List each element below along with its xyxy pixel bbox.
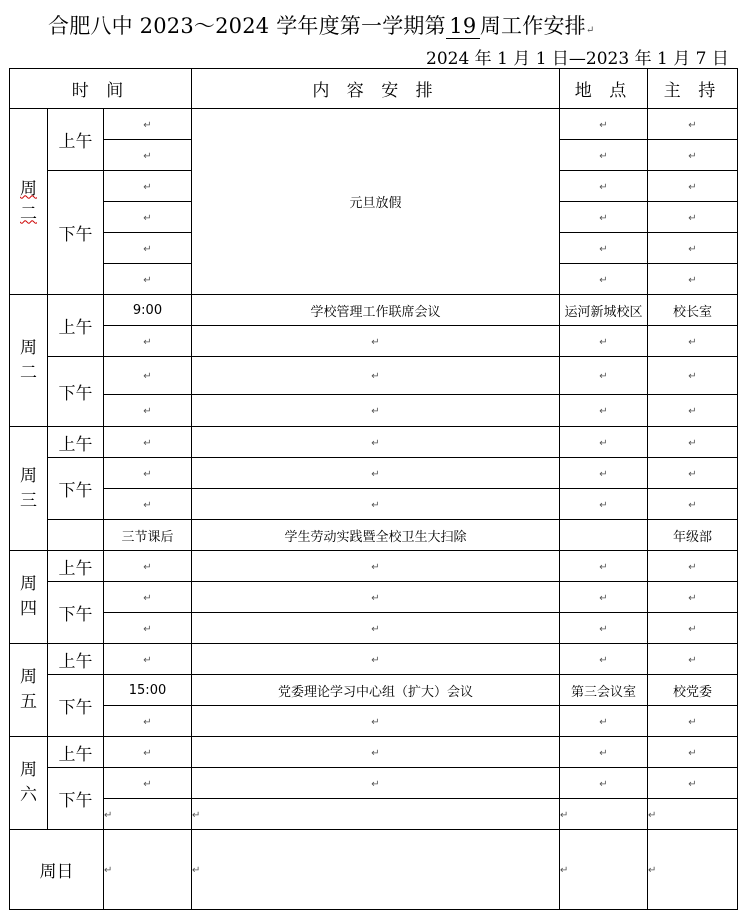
cell-mark: ↵ (599, 181, 608, 193)
time-cell[interactable] (104, 706, 192, 737)
cell-mark: ↵ (143, 499, 152, 511)
time-cell[interactable] (104, 799, 192, 830)
day-label-char: 五 (20, 692, 37, 712)
cell-mark: ↵ (599, 623, 608, 635)
host-cell[interactable] (648, 264, 738, 295)
location-cell[interactable] (560, 171, 648, 202)
time-cell[interactable] (104, 202, 192, 233)
content-cell[interactable] (192, 799, 560, 830)
title-suffix: 周工作安排 (479, 14, 586, 38)
cell-mark: ↵ (143, 654, 152, 666)
table-row (10, 675, 738, 706)
host-cell[interactable] (648, 427, 738, 458)
cell-mark: ↵ (143, 274, 152, 286)
cell-mark: ↵ (143, 716, 152, 728)
host-cell[interactable] (648, 799, 738, 830)
period-pm-label: 下午 (48, 171, 104, 295)
location-cell[interactable]: 第三会议室 (560, 675, 648, 706)
cell-mark: ↵ (599, 654, 608, 666)
table-row (10, 520, 738, 551)
table-row (10, 427, 738, 458)
time-cell[interactable] (104, 489, 192, 520)
cell-mark: ↵ (688, 747, 697, 759)
cell-mark: ↵ (143, 371, 152, 382)
location-cell[interactable] (560, 264, 648, 295)
day-label-char: 三 (20, 490, 37, 511)
location-cell[interactable] (560, 140, 648, 171)
cell-mark: ↵ (599, 499, 608, 511)
period-pm-label: 下午 (48, 357, 104, 427)
table-row (10, 458, 738, 489)
content-cell[interactable] (192, 613, 560, 644)
holiday-text: 元旦放假 (349, 196, 402, 211)
time-cell[interactable] (104, 171, 192, 202)
cell-mark: ↵ (143, 243, 152, 255)
location-cell[interactable] (560, 489, 648, 520)
location-cell[interactable] (560, 551, 648, 582)
time-cell[interactable] (104, 395, 192, 427)
host-cell[interactable] (648, 582, 738, 613)
day-label-char: 四 (20, 599, 37, 619)
period-pm-label: 下午 (48, 458, 104, 520)
host-cell[interactable]: 校长室 (648, 295, 738, 326)
content-cell[interactable] (192, 395, 560, 427)
cell-mark: ↵ (688, 437, 697, 449)
host-cell[interactable] (648, 109, 738, 140)
cell-mark: ↵ (371, 406, 380, 417)
host-cell[interactable] (648, 706, 738, 737)
content-cell[interactable] (192, 582, 560, 613)
day-label-3 (10, 427, 48, 551)
cell-mark: ↵ (599, 274, 608, 286)
host-cell[interactable]: 年级部 (648, 520, 738, 551)
table-row (10, 706, 738, 737)
period-am-label: 上午 (48, 295, 104, 357)
cell-mark: ↵ (688, 654, 697, 666)
cell-mark: ↵ (688, 468, 697, 480)
cell-mark: ↵ (648, 809, 657, 821)
table-row (10, 326, 738, 357)
location-cell[interactable] (560, 830, 648, 910)
host-cell[interactable] (648, 140, 738, 171)
cell-mark: ↵ (688, 778, 697, 790)
content-cell[interactable] (192, 737, 560, 768)
cell-mark: ↵ (688, 592, 697, 604)
cell-mark: ↵ (143, 406, 152, 417)
cell-mark: ↵ (143, 747, 152, 759)
content-cell[interactable] (192, 830, 560, 910)
location-cell[interactable]: 运河新城校区 (560, 295, 648, 326)
cell-mark: ↵ (371, 747, 380, 759)
location-cell[interactable] (560, 644, 648, 675)
table-row (10, 799, 738, 830)
content-cell[interactable] (192, 489, 560, 520)
day-label-6 (10, 737, 48, 830)
cell-mark: ↵ (599, 371, 608, 382)
location-cell[interactable] (560, 357, 648, 395)
period-am-label: 上午 (48, 109, 104, 171)
cell-mark: ↵ (599, 406, 608, 417)
cell-mark: ↵ (143, 150, 152, 162)
host-cell[interactable] (648, 830, 738, 910)
time-cell[interactable] (104, 768, 192, 799)
cell-mark: ↵ (599, 243, 608, 255)
content-cell[interactable]: 学生劳动实践暨全校卫生大扫除 (192, 520, 560, 551)
title-prefix: 合肥八中 2023～2024 学年度第一学期第 (48, 14, 446, 38)
time-cell[interactable] (104, 613, 192, 644)
cell-mark: ↵ (371, 468, 380, 480)
cell-mark: ↵ (371, 499, 380, 511)
cell-mark: ↵ (371, 716, 380, 728)
cell-mark: ↵ (560, 809, 569, 821)
day-label-text (10, 177, 47, 227)
cell-mark: ↵ (143, 119, 152, 131)
host-cell[interactable] (648, 644, 738, 675)
cell-mark: ↵ (143, 437, 152, 449)
location-cell[interactable] (560, 233, 648, 264)
location-cell[interactable] (560, 427, 648, 458)
holiday-cell[interactable] (192, 109, 560, 295)
day-label-char: 周 (20, 574, 37, 594)
cell-mark: ↵ (688, 499, 697, 511)
day-label-4 (10, 551, 48, 644)
host-cell[interactable] (648, 395, 738, 427)
table-row (10, 489, 738, 520)
location-cell[interactable] (560, 706, 648, 737)
cell-mark: ↵ (143, 592, 152, 604)
time-cell[interactable]: 9:00 (104, 295, 192, 326)
page-title (48, 10, 594, 40)
time-cell[interactable] (104, 551, 192, 582)
host-cell[interactable] (648, 768, 738, 799)
period-am-label: 上午 (48, 737, 104, 768)
location-cell[interactable] (560, 326, 648, 357)
period-pm-label: 下午 (48, 768, 104, 830)
location-cell[interactable] (560, 737, 648, 768)
col-header-time: 时 间 (10, 69, 192, 109)
day-label-char: 二 (20, 362, 37, 383)
table-row (10, 644, 738, 675)
cell-mark: ↵ (192, 809, 201, 821)
cell-mark: ↵ (688, 119, 697, 131)
cell-mark: ↵ (688, 243, 697, 255)
period-am-label: 上午 (48, 551, 104, 582)
day-label-5 (10, 644, 48, 737)
location-cell[interactable] (560, 109, 648, 140)
cell-mark: ↵ (688, 561, 697, 573)
location-cell[interactable] (560, 202, 648, 233)
cell-mark: ↵ (371, 654, 380, 666)
date-range: 2024 年 1 月 1 日—2023 年 1 月 7 日 (426, 49, 729, 69)
cell-mark: ↵ (688, 336, 697, 348)
period-blank (48, 520, 104, 551)
content-cell[interactable] (192, 326, 560, 357)
cell-mark: ↵ (599, 778, 608, 790)
content-cell[interactable] (192, 706, 560, 737)
cell-mark: ↵ (371, 371, 380, 382)
location-cell[interactable] (560, 613, 648, 644)
period-pm-label: 下午 (48, 582, 104, 644)
week-number: 19 (446, 14, 480, 39)
cell-mark: ↵ (371, 561, 380, 573)
host-cell[interactable] (648, 551, 738, 582)
content-cell[interactable]: 党委理论学习中心组（扩大）会议 (192, 675, 560, 706)
host-cell[interactable] (648, 613, 738, 644)
location-cell[interactable] (560, 458, 648, 489)
day-label-1 (10, 109, 48, 295)
content-cell[interactable] (192, 458, 560, 489)
cell-mark: ↵ (143, 623, 152, 635)
time-cell[interactable] (104, 109, 192, 140)
cell-mark: ↵ (143, 561, 152, 573)
period-am-label: 上午 (48, 644, 104, 675)
table-row (10, 768, 738, 799)
cell-mark: ↵ (688, 406, 697, 417)
cell-mark: ↵ (104, 865, 113, 876)
host-cell[interactable] (648, 357, 738, 395)
cell-mark: ↵ (599, 119, 608, 131)
host-cell[interactable] (648, 489, 738, 520)
time-cell[interactable] (104, 326, 192, 357)
time-cell[interactable] (104, 458, 192, 489)
cell-mark: ↵ (688, 716, 697, 728)
host-cell[interactable] (648, 458, 738, 489)
cell-mark: ↵ (560, 865, 569, 876)
location-cell[interactable] (560, 520, 648, 551)
time-cell[interactable] (104, 140, 192, 171)
cell-mark: ↵ (688, 212, 697, 224)
col-header-host: 主 持 (648, 69, 738, 109)
host-cell[interactable] (648, 171, 738, 202)
cell-mark: ↵ (599, 561, 608, 573)
period-am-label: 上午 (48, 427, 104, 458)
table-row (10, 551, 738, 582)
time-cell[interactable] (104, 644, 192, 675)
day-label-char: 二 (20, 203, 37, 224)
time-cell[interactable] (104, 264, 192, 295)
day-label-char: 周 (20, 465, 37, 486)
cell-mark: ↵ (143, 336, 152, 348)
host-cell[interactable] (648, 326, 738, 357)
location-cell[interactable] (560, 799, 648, 830)
cell-mark: ↵ (688, 371, 697, 382)
content-cell[interactable] (192, 551, 560, 582)
content-cell[interactable] (192, 427, 560, 458)
schedule-table (9, 68, 738, 910)
host-cell[interactable]: 校党委 (648, 675, 738, 706)
table-row (10, 357, 738, 395)
cell-mark: ↵ (688, 181, 697, 193)
content-cell[interactable] (192, 644, 560, 675)
cell-mark: ↵ (371, 623, 380, 635)
table-row (10, 830, 738, 910)
cell-mark: ↵ (599, 716, 608, 728)
time-cell[interactable] (104, 582, 192, 613)
table-row (10, 295, 738, 326)
time-cell[interactable] (104, 427, 192, 458)
col-header-content: 内 容 安 排 (192, 69, 560, 109)
col-header-location: 地 点 (560, 69, 648, 109)
day-label-char: 周 (20, 760, 37, 780)
cell-mark: ↵ (599, 437, 608, 449)
table-row (10, 109, 738, 140)
cell-mark: ↵ (143, 212, 152, 224)
period-pm-label: 下午 (48, 675, 104, 737)
location-cell[interactable] (560, 395, 648, 427)
content-cell[interactable]: 学校管理工作联席会议 (192, 295, 560, 326)
cell-mark: ↵ (143, 778, 152, 790)
header-row (10, 69, 738, 109)
cell-mark: ↵ (371, 437, 380, 449)
cell-mark: ↵ (192, 865, 201, 876)
table-row (10, 737, 738, 768)
cell-mark: ↵ (599, 150, 608, 162)
time-cell[interactable] (104, 357, 192, 395)
content-cell[interactable] (192, 357, 560, 395)
cell-mark: ↵ (688, 274, 697, 286)
time-cell[interactable] (104, 233, 192, 264)
day-label-char: 周 (20, 178, 37, 199)
day-label-char: 周 (20, 667, 37, 687)
host-cell[interactable] (648, 233, 738, 264)
time-cell[interactable]: 三节课后 (104, 520, 192, 551)
cell-mark: ↵ (599, 747, 608, 759)
time-cell[interactable]: 15:00 (104, 675, 192, 706)
cell-mark: ↵ (688, 623, 697, 635)
cell-mark: ↵ (599, 212, 608, 224)
cell-mark: ↵ (648, 865, 657, 876)
time-cell[interactable] (104, 737, 192, 768)
cell-mark: ↵ (143, 468, 152, 480)
day-label-2 (10, 295, 48, 427)
cell-mark: ↵ (104, 809, 113, 821)
cell-mark: ↵ (688, 150, 697, 162)
cell-mark: ↵ (371, 778, 380, 790)
paragraph-mark: ↵ (585, 25, 595, 36)
cell-mark: ↵ (599, 592, 608, 604)
time-cell[interactable] (104, 830, 192, 910)
table-row (10, 395, 738, 427)
table-row (10, 613, 738, 644)
cell-mark: ↵ (371, 336, 380, 348)
host-cell[interactable] (648, 202, 738, 233)
location-cell[interactable] (560, 768, 648, 799)
cell-mark: ↵ (599, 336, 608, 348)
day-label-char: 周 (20, 337, 37, 358)
cell-mark: ↵ (371, 592, 380, 604)
cell-mark: ↵ (143, 181, 152, 193)
content-cell[interactable] (192, 768, 560, 799)
host-cell[interactable] (648, 737, 738, 768)
cell-mark: ↵ (599, 468, 608, 480)
table-row (10, 582, 738, 613)
day-label-char: 六 (20, 785, 37, 805)
day-label-sunday: 周日 (10, 830, 104, 910)
location-cell[interactable] (560, 582, 648, 613)
